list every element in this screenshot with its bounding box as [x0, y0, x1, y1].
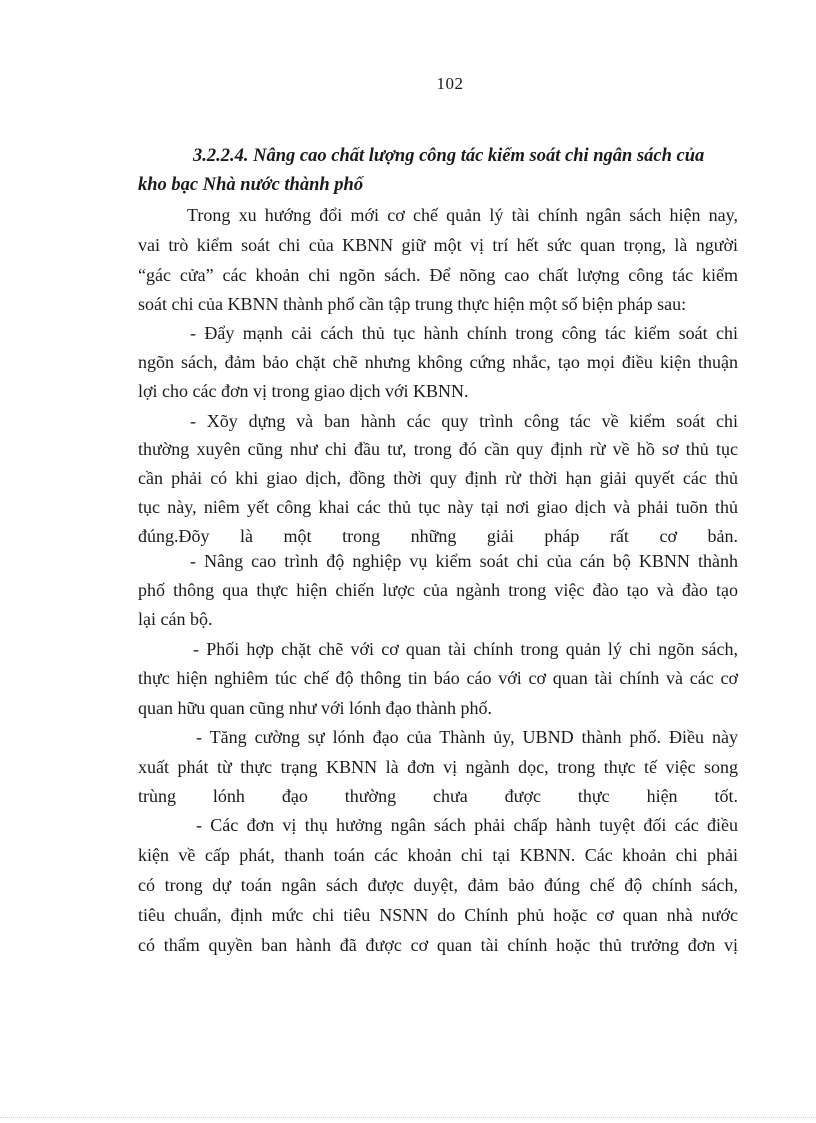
body-line: tiêu chuẩn, định mức chi tiêu NSNN do Chính phủ hoặc cơ quan nhà nước: [138, 905, 738, 925]
body-line: - Phối hợp chặt chẽ với cơ quan tài chính trong quản lý chi ngõn sách,: [193, 639, 738, 659]
page-number: 102: [436, 74, 464, 93]
body-line: quan hữu quan cũng như với lónh đạo thành phố.: [138, 698, 492, 718]
body-line: soát chi của KBNN thành phố cần tập trung thực hiện một số biện pháp sau:: [138, 294, 687, 314]
body-line: trùng lónh đạo thường chưa được thực hiện tốt.: [138, 786, 738, 806]
body-line: - Xõy dựng và ban hành các quy trình công tác về kiểm soát chi: [190, 411, 738, 431]
body-line: kiện về cấp phát, thanh toán các khoản chi tại KBNN. Các khoản chi phải: [138, 845, 738, 865]
body-line: có thẩm quyền ban hành đã được cơ quan tài chính hoặc thủ trưởng đơn vị: [138, 935, 738, 955]
page-bottom-rule: [0, 1117, 816, 1118]
body-line: lợi cho các đơn vị trong giao dịch với KBNN.: [138, 381, 469, 401]
body-line: Trong xu hướng đổi mới cơ chế quản lý tài chính ngân sách hiện nay,: [187, 205, 738, 225]
body-line: - Nâng cao trình độ nghiệp vụ kiểm soát chi của cán bộ KBNN thành: [190, 551, 738, 571]
body-line: phố thông qua thực hiện chiến lược của ngành trong việc đào tạo và đào tạo: [138, 580, 738, 600]
body-line: vai trò kiểm soát chi của KBNN giữ một vị trí hết sức quan trọng, là người: [138, 235, 738, 255]
body-line: “gác cửa” các khoản chi ngõn sách. Để nõng cao chất lượng công tác kiểm: [138, 265, 738, 285]
body-line: tục này, niêm yết công khai các thủ tục này tại nơi giao dịch và phải tuõn thủ: [138, 497, 738, 517]
body-line: cần phải có khi giao dịch, đồng thời quy định rừ thời hạn giải quyết các thủ: [138, 468, 738, 488]
body-line: - Các đơn vị thụ hưởng ngân sách phải chấp hành tuyệt đối các điều: [196, 815, 738, 835]
body-line: - Đẩy mạnh cải cách thủ tục hành chính trong công tác kiểm soát chi: [190, 323, 738, 343]
section-heading-line-2: kho bạc Nhà nước thành phố: [138, 175, 364, 195]
body-line: ngõn sách, đảm bảo chặt chẽ nhưng không cứng nhắc, tạo mọi điều kiện thuận: [138, 352, 738, 372]
body-line: thường xuyên cũng như chi đầu tư, trong đó cần quy định rừ về hồ sơ thủ tục: [138, 439, 738, 459]
body-line: có trong dự toán ngân sách được duyệt, đảm bảo đúng chế độ chính sách,: [138, 875, 738, 895]
body-line: xuất phát từ thực trạng KBNN là đơn vị ngành dọc, trong thực tế việc song: [138, 757, 738, 777]
section-heading-line-1: 3.2.2.4. Nâng cao chất lượng công tác kiểm soát chi ngân sách của: [193, 146, 705, 166]
body-line: - Tăng cường sự lónh đạo của Thành ủy, UBND thành phố. Điều này: [196, 727, 738, 747]
body-line: đúng.Đõy là một trong những giải pháp rất cơ bản.: [138, 526, 738, 546]
body-line: thực hiện nghiêm túc chế độ thông tin báo cáo với cơ quan tài chính và các cơ: [138, 668, 738, 688]
body-line: lại cán bộ.: [138, 609, 213, 629]
